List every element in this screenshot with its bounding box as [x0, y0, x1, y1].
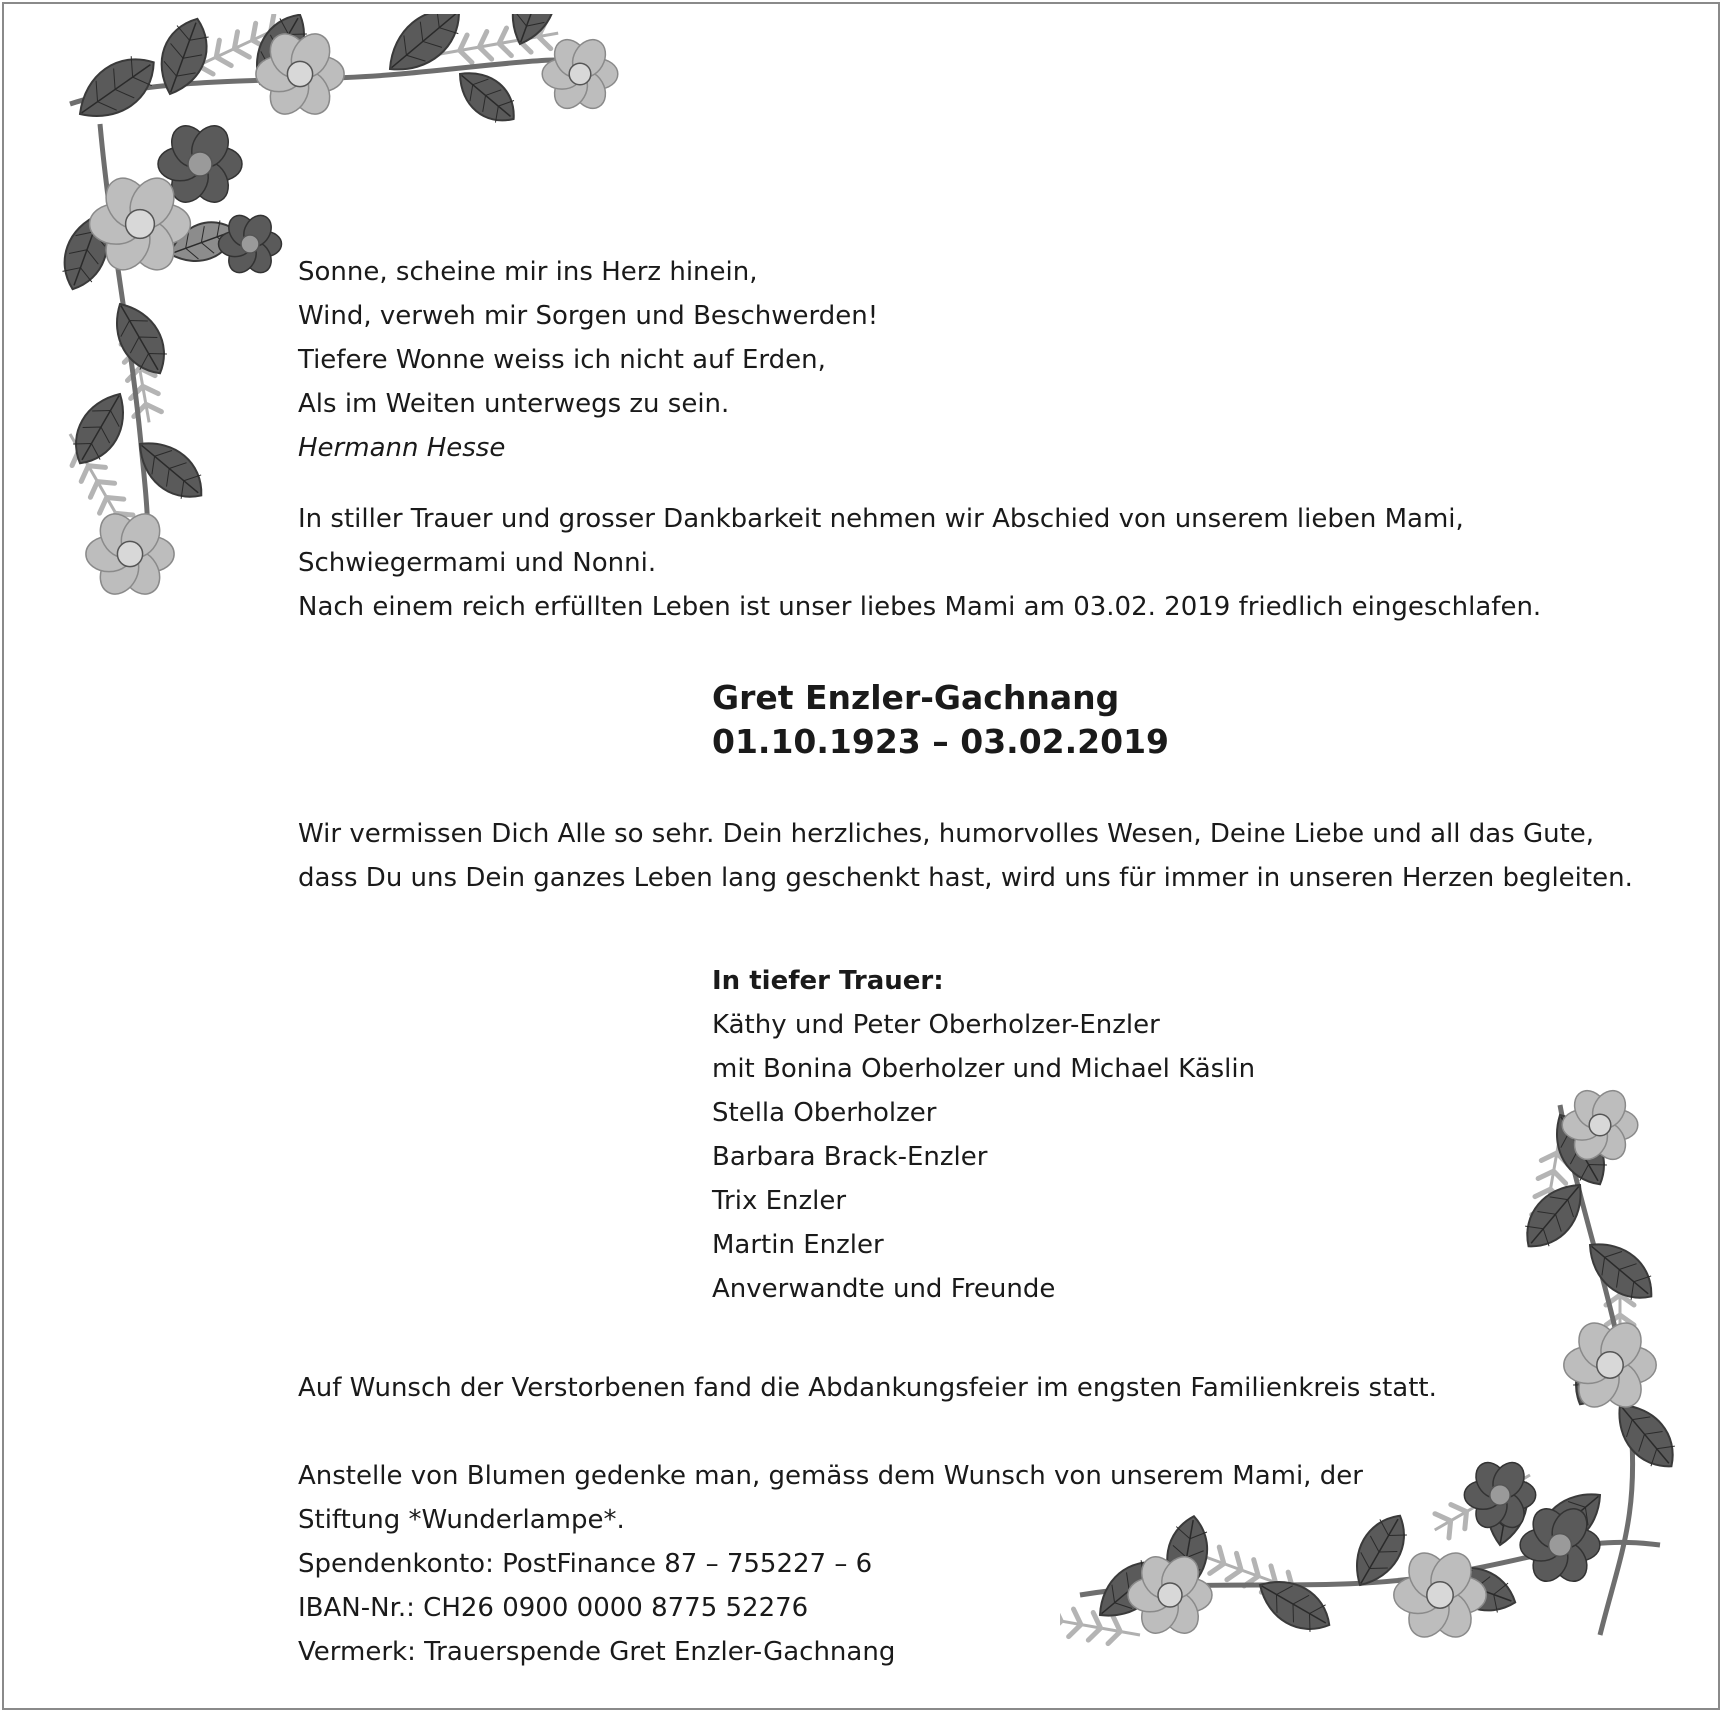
intro-paragraph	[298, 497, 1541, 629]
funeral-notice	[298, 1366, 1437, 1410]
memory-line: Wir vermissen Dich Alle so sehr. Dein herzliches, humorvolles Wesen, Deine Liebe und all das Gute,	[298, 819, 1595, 849]
poem	[298, 250, 878, 470]
mourners-list	[712, 959, 1255, 1311]
poem-line: Sonne, scheine mir ins Herz hinein,	[298, 257, 758, 287]
mourner-name: mit Bonina Oberholzer und Michael Käslin	[712, 1054, 1256, 1084]
deceased-block	[712, 676, 1169, 764]
donation-remark: Vermerk: Trauerspende Gret Enzler-Gachnang	[298, 1637, 896, 1667]
donation-iban: IBAN-Nr.: CH26 0900 0000 8775 52276	[298, 1593, 809, 1623]
poem-line: Tiefere Wonne weiss ich nicht auf Erden,	[298, 345, 826, 375]
deceased-dates: 01.10.1923 – 03.02.2019	[712, 722, 1170, 761]
funeral-text: Auf Wunsch der Verstorbenen fand die Abdankungsfeier im engsten Familienkreis statt.	[298, 1373, 1437, 1403]
donation-line: Anstelle von Blumen gedenke man, gemäss dem Wunsch von unserem Mami, der	[298, 1461, 1363, 1491]
donation-account: Spendenkonto: PostFinance 87 – 755227 – 6	[298, 1549, 873, 1579]
mourners-heading: In tiefer Trauer:	[712, 966, 944, 996]
poem-line: Wind, verweh mir Sorgen und Beschwerden!	[298, 301, 879, 331]
donation-line: Stiftung *Wunderlampe*.	[298, 1505, 625, 1535]
intro-line: In stiller Trauer und grosser Dankbarkeit nehmen wir Abschied von unserem lieben Mami,	[298, 504, 1464, 534]
memory-line: dass Du uns Dein ganzes Leben lang geschenkt hast, wird uns für immer in unseren Herzen begleiten.	[298, 863, 1633, 893]
donation-info	[298, 1454, 1363, 1674]
memory-paragraph	[298, 812, 1633, 900]
mourner-name: Anverwandte und Freunde	[712, 1274, 1056, 1304]
mourner-name: Trix Enzler	[712, 1186, 847, 1216]
poem-line: Als im Weiten unterwegs zu sein.	[298, 389, 730, 419]
mourner-name: Barbara Brack-Enzler	[712, 1142, 988, 1172]
intro-line: Nach einem reich erfüllten Leben ist unser liebes Mami am 03.02. 2019 friedlich eingeschlafen.	[298, 592, 1542, 622]
poem-author: Hermann Hesse	[298, 433, 506, 463]
mourner-name: Martin Enzler	[712, 1230, 884, 1260]
intro-line: Schwiegermami und Nonni.	[298, 548, 657, 578]
mourner-name: Käthy und Peter Oberholzer-Enzler	[712, 1010, 1160, 1040]
mourner-name: Stella Oberholzer	[712, 1098, 937, 1128]
deceased-name: Gret Enzler-Gachnang	[712, 678, 1120, 717]
